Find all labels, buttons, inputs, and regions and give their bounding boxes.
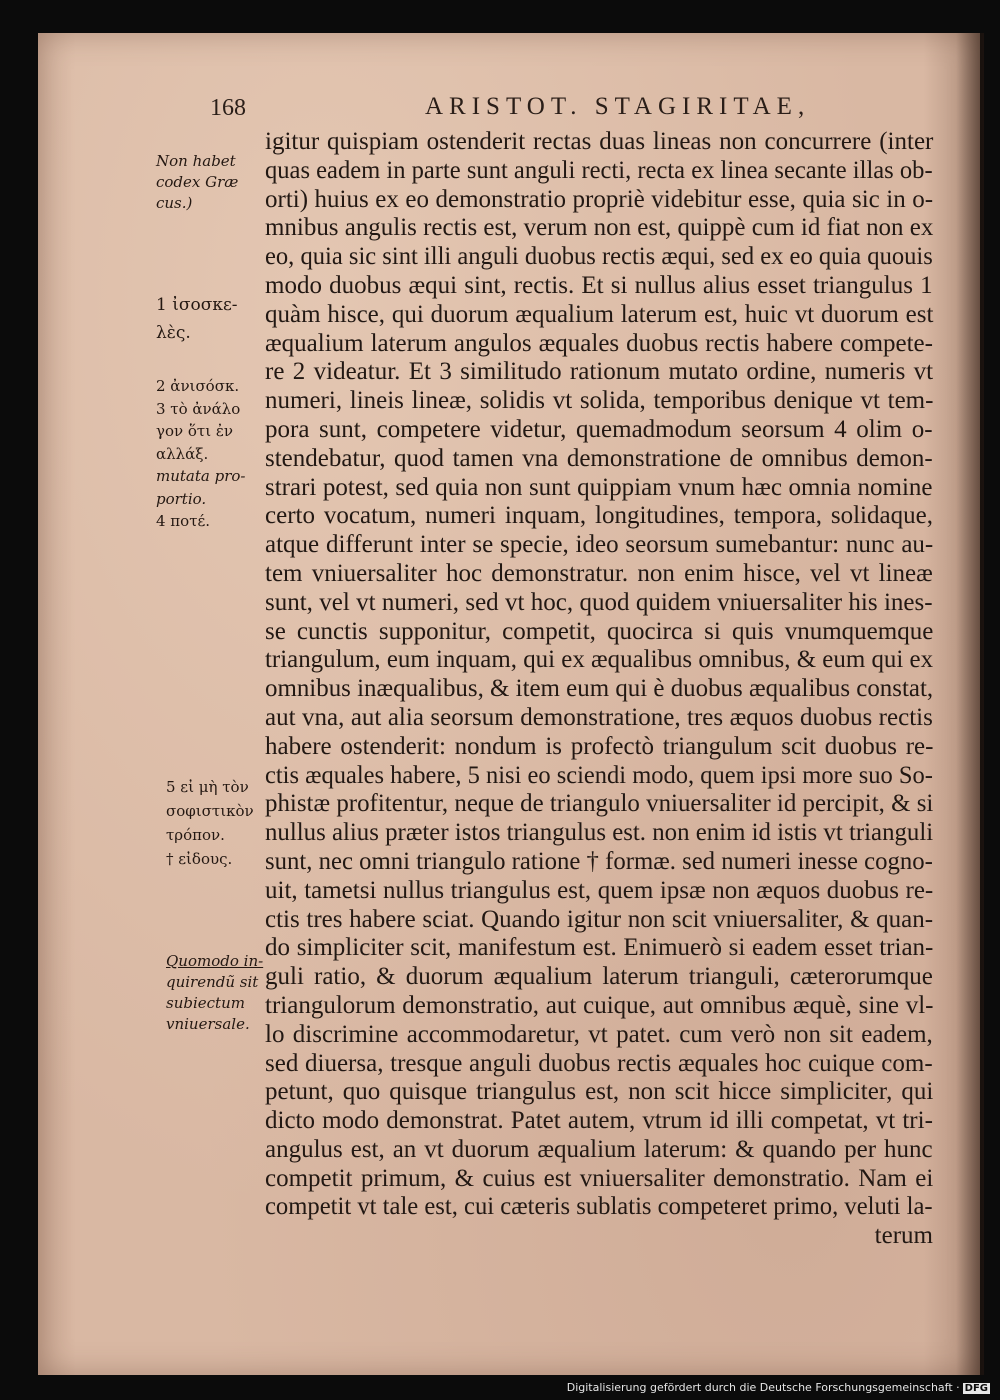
margin-note-line: 2 ἀνισόσκ. bbox=[156, 377, 240, 395]
margin-note-line: λὲς. bbox=[156, 323, 191, 343]
text-line: do simpliciter scit, manifestum est. Enimuerò si eadem esset trian- bbox=[265, 934, 934, 962]
margin-note-greek-1 bbox=[156, 291, 238, 347]
margin-note-line: mutata pro- bbox=[156, 467, 246, 485]
text-line: triangulorum demonstratio, aut cuique, aut omnibus æquè, sine vl- bbox=[265, 991, 934, 1019]
text-line: igitur quispiam ostenderit rectas duas lineas non concurrere (inter bbox=[265, 128, 934, 155]
text-line: triangulum, eum inquam, qui ex æqualibus omnibus, & eum qui ex bbox=[265, 646, 934, 674]
text-line: sunt, vel vt numeri, sed vt hoc, quod quidem vniuersaliter his ines- bbox=[265, 588, 933, 616]
credit-text: Digitalisierung gefördert durch die Deutsche Forschungsgemeinschaft · bbox=[566, 1381, 960, 1394]
text-line: angulus est, an vt duorum æqualium laterum: & quando per hunc bbox=[265, 1135, 933, 1163]
text-line: dicto modo demonstrat. Patet autem, vtrum id illi competat, vt tri- bbox=[265, 1107, 933, 1135]
text-line: ctis tres habere sciat. Quando igitur non scit vniuersaliter, & quan- bbox=[265, 905, 934, 933]
text-line: se cunctis supponitur, competit, quocirca si quis vnumquemque bbox=[265, 617, 934, 645]
text-line: ctis æquales habere, 5 nisi eo sciendi modo, quem ipsi more suo So- bbox=[265, 761, 933, 789]
text-line: strari potest, sed quia non sunt quippiam vnum hæc omnia nomine bbox=[265, 473, 933, 501]
text-line: æqualium laterum angulos æquales duobus rectis habere compete- bbox=[265, 329, 933, 357]
margin-note-line: subiectum bbox=[166, 994, 245, 1012]
text-line: orti) huius ex eo demonstratio propriè videbitur esse, quia sic in o- bbox=[265, 185, 934, 213]
text-line: quas eadem in parte sunt anguli recti, recta ex linea secante illas ob- bbox=[265, 156, 933, 184]
margin-note-greek-3 bbox=[166, 775, 254, 871]
text-line: terum bbox=[874, 1222, 933, 1250]
margin-note-line: τρόπον. bbox=[166, 826, 225, 844]
margin-note-line: † εἰδους. bbox=[166, 850, 233, 868]
text-line: sed diuersa, tresque anguli duobus rectis æquales hoc cuique com- bbox=[265, 1049, 933, 1077]
margin-note-line: 5 εἰ μὴ τὸν bbox=[166, 778, 249, 796]
margin-note-line: portio. bbox=[156, 489, 207, 508]
text-line: lo discrimine accommodaretur, vt patet. cum verò non sit eadem, bbox=[265, 1020, 933, 1048]
digitization-credit bbox=[567, 1381, 990, 1394]
dfg-logo: DFG bbox=[964, 1383, 988, 1394]
text-line: guli ratio, & duorum æqualium laterum trianguli, cæterorumque bbox=[265, 963, 933, 991]
text-line: petunt, quo quisque triangulus est, non scit hicce simpliciter, qui bbox=[265, 1078, 934, 1106]
margin-note-line: 1 ἰσοσκε- bbox=[156, 295, 238, 315]
margin-note-line: 3 τὸ ἀνάλο bbox=[156, 399, 241, 418]
text-line: uit, tametsi nullus triangulus est, quem ipsæ non æquos duobus re- bbox=[265, 876, 934, 904]
running-title: ARISTOT. STAGIRITAE, bbox=[425, 93, 811, 120]
margin-note-greek-2 bbox=[156, 375, 245, 533]
margin-note-line: Non habet bbox=[156, 152, 236, 170]
text-line: pora sunt, competere videtur, quemadmodum seorsum 4 olim o- bbox=[265, 415, 933, 443]
text-line: eo, quia sic sint illi anguli duobus rectis æqui, sed ex eo quia quouis bbox=[265, 243, 933, 271]
margin-note-line: σοφιστικὸν bbox=[166, 802, 254, 820]
margin-note-line: Quomodo in- bbox=[166, 952, 264, 970]
text-line: nullus alius præter istos triangulus est. non enim id istis vt trianguli bbox=[265, 819, 934, 847]
text-line: numeri, lineis lineæ, solidis vt solida, temporibus denique vt tem- bbox=[265, 387, 934, 415]
text-line: modo duobus æqui sint, rectis. Et si nullus alius esset triangulus 1 bbox=[265, 271, 933, 299]
text-line: re 2 videatur. Et 3 similitudo rationum mutato ordine, numeris vt bbox=[265, 358, 934, 386]
text-line: competit primum, & cuius est vniuersaliter demonstratio. Nam ei bbox=[265, 1164, 934, 1192]
text-line: quàm hisce, qui duorum æqualium laterum est, huic vt duorum est bbox=[265, 300, 934, 328]
margin-note-line: αλλάξ. bbox=[156, 444, 209, 463]
page-number: 168 bbox=[210, 95, 246, 121]
margin-note-line: 4 ποτέ. bbox=[156, 512, 211, 530]
text-line: omnibus inæqualibus, & item eum qui è duobus æqualibus constat, bbox=[265, 675, 934, 703]
text-line: stendebatur, quod tamen vna demonstratione de omnibus demon- bbox=[265, 444, 933, 472]
margin-note-line: quirendũ sit bbox=[166, 973, 259, 991]
main-text-block bbox=[265, 128, 933, 1251]
text-line: certo vocatum, numeri inquam, longitudines, tempora, solidaque, bbox=[265, 502, 933, 530]
text-line: aut vna, aut alia seorsum demonstratione, tres æquos duobus rectis bbox=[265, 703, 933, 731]
text-line: tem vniuersaliter hoc demonstratur. non enim hisce, vel vt lineæ bbox=[265, 559, 933, 587]
book-page bbox=[38, 33, 980, 1375]
running-head bbox=[210, 95, 925, 125]
text-line: phistæ profitentur, neque de triangulo vniuersaliter id percipit, & si bbox=[265, 790, 934, 818]
page-gutter-shadow bbox=[956, 33, 984, 1375]
text-line: habere ostenderit: nondum is profectò triangulum scit duobus re- bbox=[265, 732, 934, 760]
text-line: sunt, nec omni triangulo ratione † formæ. sed numeri inesse cogno- bbox=[265, 847, 933, 875]
margin-note-line: vniuersale. bbox=[166, 1015, 250, 1033]
margin-note-line: cus.) bbox=[156, 194, 193, 212]
text-line: mnibus angulis rectis est, verum non est, quippè cum id fiat non ex bbox=[265, 214, 934, 242]
margin-note-line: codex Græ bbox=[156, 173, 239, 191]
margin-note-codex bbox=[156, 151, 238, 214]
text-line: atque differunt inter se specie, ideo seorsum sumebantur: nunc au- bbox=[265, 531, 934, 559]
margin-note-line: γον ὅτι ἐν bbox=[156, 422, 234, 440]
margin-note-quomodo bbox=[166, 951, 263, 1035]
text-line: competit vt tale est, cui cæteris sublatis competeret primo, veluti la- bbox=[265, 1193, 933, 1221]
